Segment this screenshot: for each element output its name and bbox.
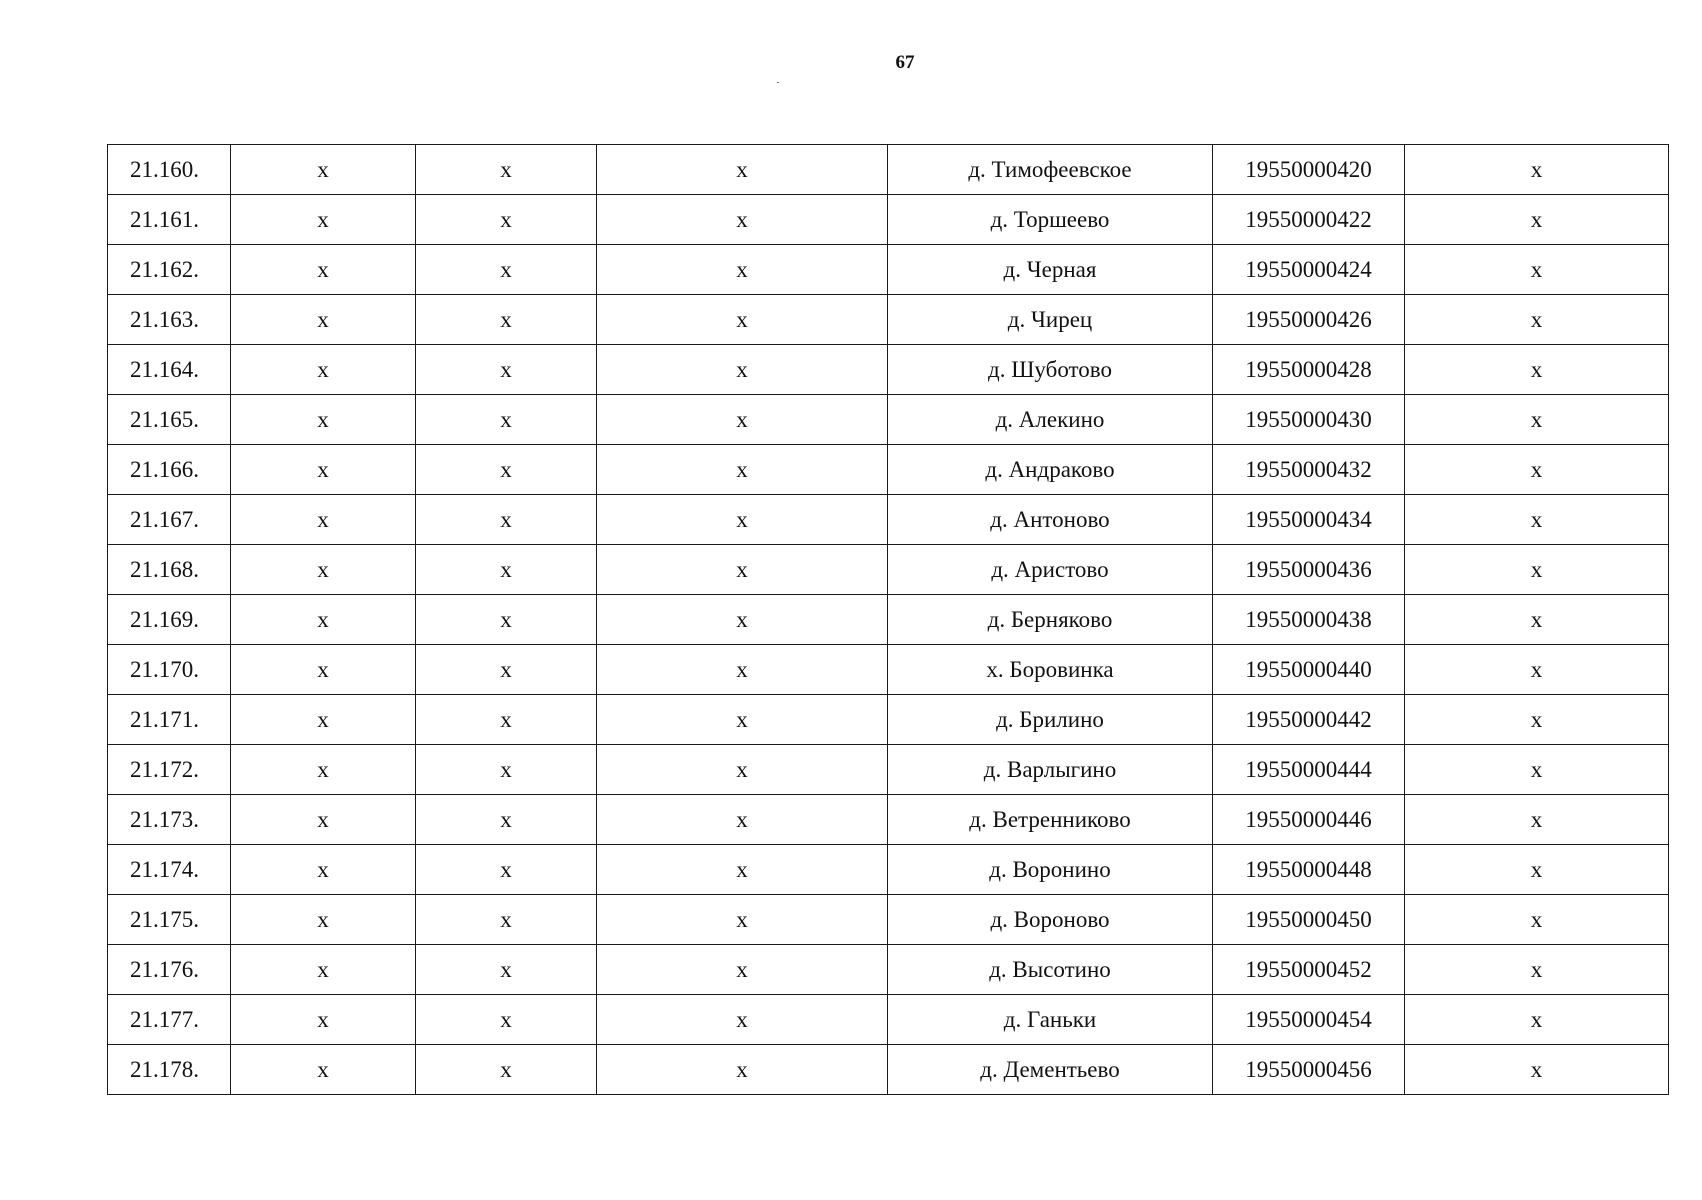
row-number-cell: 21.171.: [108, 695, 231, 745]
placeholder-cell: х: [416, 395, 597, 445]
placeholder-cell: х: [1405, 695, 1669, 745]
table-row: [108, 795, 1669, 845]
placeholder-cell: х: [416, 995, 597, 1045]
placeholder-cell: х: [1405, 395, 1669, 445]
placeholder-cell: х: [1405, 845, 1669, 895]
oktmo-code-cell: 19550000444: [1213, 745, 1405, 795]
placeholder-cell: х: [231, 495, 416, 545]
placeholder-cell: х: [416, 445, 597, 495]
placeholder-cell: х: [597, 1045, 888, 1095]
oktmo-code-cell: 19550000454: [1213, 995, 1405, 1045]
row-number-cell: 21.168.: [108, 545, 231, 595]
placeholder-cell: х: [416, 595, 597, 645]
settlements-table: [107, 144, 1669, 1095]
page-number: 67: [895, 52, 915, 73]
placeholder-cell: х: [1405, 645, 1669, 695]
placeholder-cell: х: [1405, 445, 1669, 495]
placeholder-cell: х: [416, 795, 597, 845]
placeholder-cell: х: [231, 645, 416, 695]
placeholder-cell: х: [416, 695, 597, 745]
placeholder-cell: х: [1405, 945, 1669, 995]
placeholder-cell: х: [231, 445, 416, 495]
row-number-cell: 21.162.: [108, 245, 231, 295]
row-number-cell: 21.175.: [108, 895, 231, 945]
row-number-cell: 21.164.: [108, 345, 231, 395]
row-number-cell: 21.165.: [108, 395, 231, 445]
row-number-cell: 21.174.: [108, 845, 231, 895]
table-row: [108, 745, 1669, 795]
placeholder-cell: х: [416, 195, 597, 245]
placeholder-cell: х: [597, 545, 888, 595]
settlement-name-cell: д. Ганьки: [888, 995, 1213, 1045]
table-row: [108, 645, 1669, 695]
placeholder-cell: х: [597, 645, 888, 695]
table-row: [108, 695, 1669, 745]
row-number-cell: 21.177.: [108, 995, 231, 1045]
placeholder-cell: х: [597, 345, 888, 395]
scan-speck: [777, 82, 779, 83]
settlement-name-cell: д. Аристово: [888, 545, 1213, 595]
oktmo-code-cell: 19550000438: [1213, 595, 1405, 645]
placeholder-cell: х: [416, 545, 597, 595]
placeholder-cell: х: [1405, 345, 1669, 395]
placeholder-cell: х: [597, 495, 888, 545]
settlement-name-cell: д. Тимофеевское: [888, 145, 1213, 195]
placeholder-cell: х: [597, 445, 888, 495]
row-number-cell: 21.172.: [108, 745, 231, 795]
placeholder-cell: х: [231, 145, 416, 195]
placeholder-cell: х: [416, 745, 597, 795]
settlement-name-cell: д. Воронино: [888, 845, 1213, 895]
table-row: [108, 595, 1669, 645]
oktmo-code-cell: 19550000434: [1213, 495, 1405, 545]
settlement-name-cell: д. Высотино: [888, 945, 1213, 995]
table-row: [108, 395, 1669, 445]
table-row: [108, 195, 1669, 245]
placeholder-cell: х: [231, 195, 416, 245]
placeholder-cell: х: [597, 995, 888, 1045]
placeholder-cell: х: [231, 695, 416, 745]
placeholder-cell: х: [231, 545, 416, 595]
placeholder-cell: х: [416, 145, 597, 195]
settlement-name-cell: д. Дементьево: [888, 1045, 1213, 1095]
placeholder-cell: х: [597, 245, 888, 295]
placeholder-cell: х: [231, 345, 416, 395]
placeholder-cell: х: [1405, 895, 1669, 945]
settlement-name-cell: д. Антоново: [888, 495, 1213, 545]
placeholder-cell: х: [597, 745, 888, 795]
settlement-name-cell: д. Черная: [888, 245, 1213, 295]
placeholder-cell: х: [1405, 295, 1669, 345]
placeholder-cell: х: [231, 245, 416, 295]
placeholder-cell: х: [597, 945, 888, 995]
row-number-cell: 21.166.: [108, 445, 231, 495]
oktmo-code-cell: 19550000422: [1213, 195, 1405, 245]
placeholder-cell: х: [231, 745, 416, 795]
table-row: [108, 295, 1669, 345]
row-number-cell: 21.163.: [108, 295, 231, 345]
placeholder-cell: х: [231, 295, 416, 345]
placeholder-cell: х: [1405, 195, 1669, 245]
settlement-name-cell: д. Чирец: [888, 295, 1213, 345]
table-row: [108, 995, 1669, 1045]
oktmo-code-cell: 19550000448: [1213, 845, 1405, 895]
table-row: [108, 495, 1669, 545]
row-number-cell: 21.173.: [108, 795, 231, 845]
placeholder-cell: х: [416, 245, 597, 295]
oktmo-code-cell: 19550000440: [1213, 645, 1405, 695]
table-row: [108, 245, 1669, 295]
row-number-cell: 21.176.: [108, 945, 231, 995]
table-row: [108, 895, 1669, 945]
oktmo-code-cell: 19550000430: [1213, 395, 1405, 445]
settlement-name-cell: д. Торшеево: [888, 195, 1213, 245]
table-body: [108, 145, 1669, 1095]
table-row: [108, 145, 1669, 195]
placeholder-cell: х: [416, 945, 597, 995]
placeholder-cell: х: [416, 895, 597, 945]
row-number-cell: 21.167.: [108, 495, 231, 545]
settlement-name-cell: д. Андраково: [888, 445, 1213, 495]
placeholder-cell: х: [416, 345, 597, 395]
placeholder-cell: х: [1405, 595, 1669, 645]
table-row: [108, 945, 1669, 995]
placeholder-cell: х: [1405, 1045, 1669, 1095]
placeholder-cell: х: [597, 795, 888, 845]
placeholder-cell: х: [416, 1045, 597, 1095]
placeholder-cell: х: [597, 145, 888, 195]
table-row: [108, 1045, 1669, 1095]
placeholder-cell: х: [231, 845, 416, 895]
placeholder-cell: х: [231, 945, 416, 995]
placeholder-cell: х: [416, 645, 597, 695]
placeholder-cell: х: [1405, 245, 1669, 295]
placeholder-cell: х: [597, 595, 888, 645]
oktmo-code-cell: 19550000426: [1213, 295, 1405, 345]
row-number-cell: 21.170.: [108, 645, 231, 695]
settlement-name-cell: х. Боровинка: [888, 645, 1213, 695]
settlement-name-cell: д. Варлыгино: [888, 745, 1213, 795]
oktmo-code-cell: 19550000424: [1213, 245, 1405, 295]
placeholder-cell: х: [231, 395, 416, 445]
placeholder-cell: х: [1405, 145, 1669, 195]
settlement-name-cell: д. Алекино: [888, 395, 1213, 445]
placeholder-cell: х: [231, 895, 416, 945]
placeholder-cell: х: [597, 195, 888, 245]
placeholder-cell: х: [416, 845, 597, 895]
oktmo-code-cell: 19550000446: [1213, 795, 1405, 845]
placeholder-cell: х: [231, 795, 416, 845]
table-row: [108, 345, 1669, 395]
placeholder-cell: х: [597, 395, 888, 445]
settlement-name-cell: д. Шуботово: [888, 345, 1213, 395]
placeholder-cell: х: [231, 1045, 416, 1095]
placeholder-cell: х: [231, 995, 416, 1045]
row-number-cell: 21.160.: [108, 145, 231, 195]
oktmo-code-cell: 19550000436: [1213, 545, 1405, 595]
placeholder-cell: х: [597, 895, 888, 945]
settlement-name-cell: д. Берняково: [888, 595, 1213, 645]
row-number-cell: 21.178.: [108, 1045, 231, 1095]
table-row: [108, 445, 1669, 495]
placeholder-cell: х: [1405, 545, 1669, 595]
table-row: [108, 545, 1669, 595]
placeholder-cell: х: [1405, 995, 1669, 1045]
oktmo-code-cell: 19550000456: [1213, 1045, 1405, 1095]
placeholder-cell: х: [597, 845, 888, 895]
oktmo-code-cell: 19550000450: [1213, 895, 1405, 945]
settlement-name-cell: д. Брилино: [888, 695, 1213, 745]
oktmo-code-cell: 19550000420: [1213, 145, 1405, 195]
oktmo-code-cell: 19550000452: [1213, 945, 1405, 995]
row-number-cell: 21.169.: [108, 595, 231, 645]
oktmo-code-cell: 19550000442: [1213, 695, 1405, 745]
oktmo-code-cell: 19550000428: [1213, 345, 1405, 395]
placeholder-cell: х: [597, 695, 888, 745]
row-number-cell: 21.161.: [108, 195, 231, 245]
settlement-name-cell: д. Вороново: [888, 895, 1213, 945]
placeholder-cell: х: [1405, 745, 1669, 795]
placeholder-cell: х: [416, 295, 597, 345]
oktmo-code-cell: 19550000432: [1213, 445, 1405, 495]
placeholder-cell: х: [416, 495, 597, 545]
placeholder-cell: х: [597, 295, 888, 345]
table-row: [108, 845, 1669, 895]
settlement-name-cell: д. Ветренниково: [888, 795, 1213, 845]
placeholder-cell: х: [1405, 495, 1669, 545]
placeholder-cell: х: [1405, 795, 1669, 845]
placeholder-cell: х: [231, 595, 416, 645]
